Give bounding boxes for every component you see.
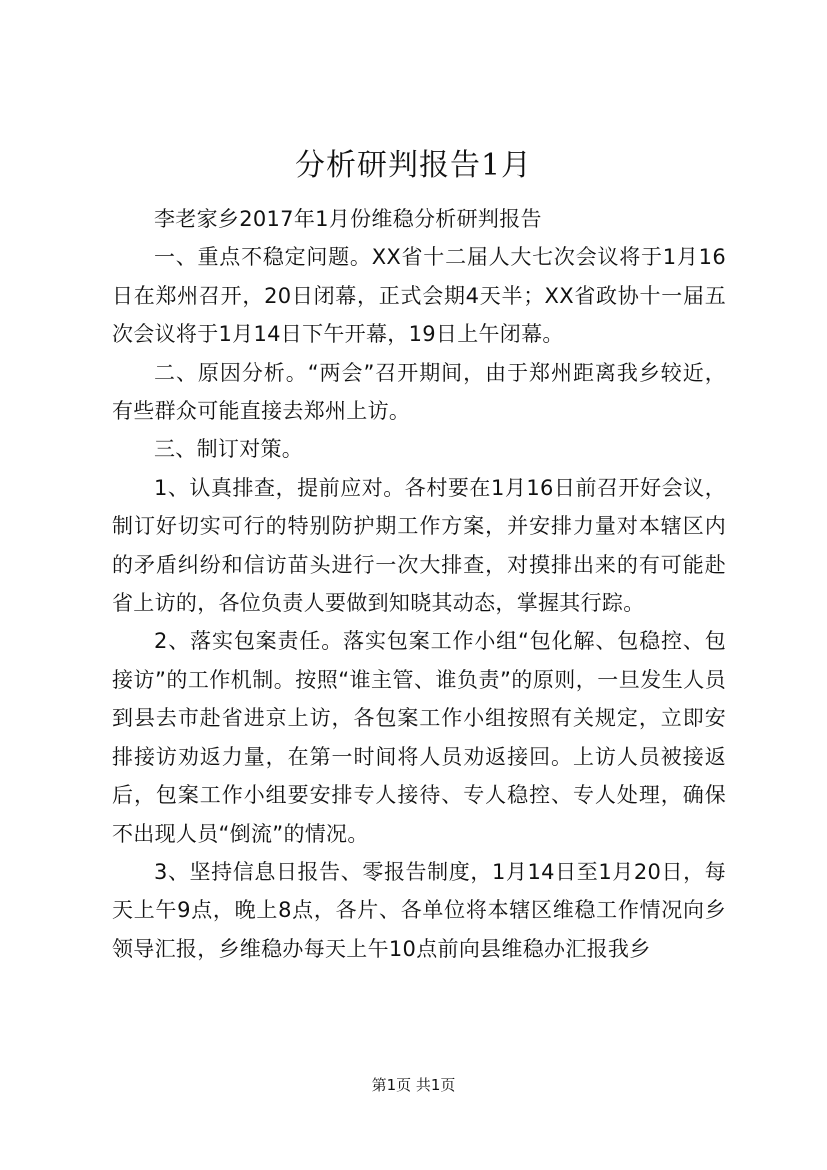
paragraph-countermeasures-heading: 三、制订对策。 (154, 437, 304, 462)
page-footer: 第1页 共1页 (371, 1076, 456, 1094)
paragraph-key-issues: 一、重点不稳定问题。XX省十二届人大七次会议将于1月16日在郑州召开，20日闭幕，正式会期4天半；XX省政协十一届五次会议将于1月14日下午开幕，19日上午闭幕。 (112, 245, 726, 347)
document-body (112, 200, 726, 968)
paragraph-measure-2: 2、落实包案责任。落实包案工作小组“包化解、包稳控、包接访”的工作机制。按照“谁主管、谁负责”的原则，一旦发生人员到县去市赴省进京上访，各包案工作小组按照有关规定，立即安排接访劝返力量，在第一时间将人员劝返接回。上访人员被接返后，包案工作小组要安排专人接待、专人稳控、专人处理，确保不出现人员“倒流”的情况。 (112, 629, 726, 846)
paragraph-cause-analysis: 二、原因分析。“两会”召开期间，由于郑州距离我乡较近，有些群众可能直接去郑州上访。 (112, 360, 726, 424)
document-title: 分析研判报告1月 (294, 148, 533, 183)
paragraph-measure-3: 3、坚持信息日报告、零报告制度，1月14日至1月20日，每天上午9点，晚上8点，各片、各单位将本辖区维稳工作情况向乡领导汇报，乡维稳办每天上午10点前向县维稳办汇报我乡 (112, 859, 726, 961)
report-heading-paragraph: 李老家乡2017年1月份维稳分析研判报告 (154, 207, 542, 231)
paragraph-measure-1: 1、认真排查，提前应对。各村要在1月16日前召开好会议，制订好切实可行的特别防护期工作方案，并安排力量对本辖区内的矛盾纠纷和信访苗头进行一次大排查，对摸排出来的有可能赴省上访的，各位负责人要做到知晓其动态，掌握其行踪。 (112, 475, 726, 616)
